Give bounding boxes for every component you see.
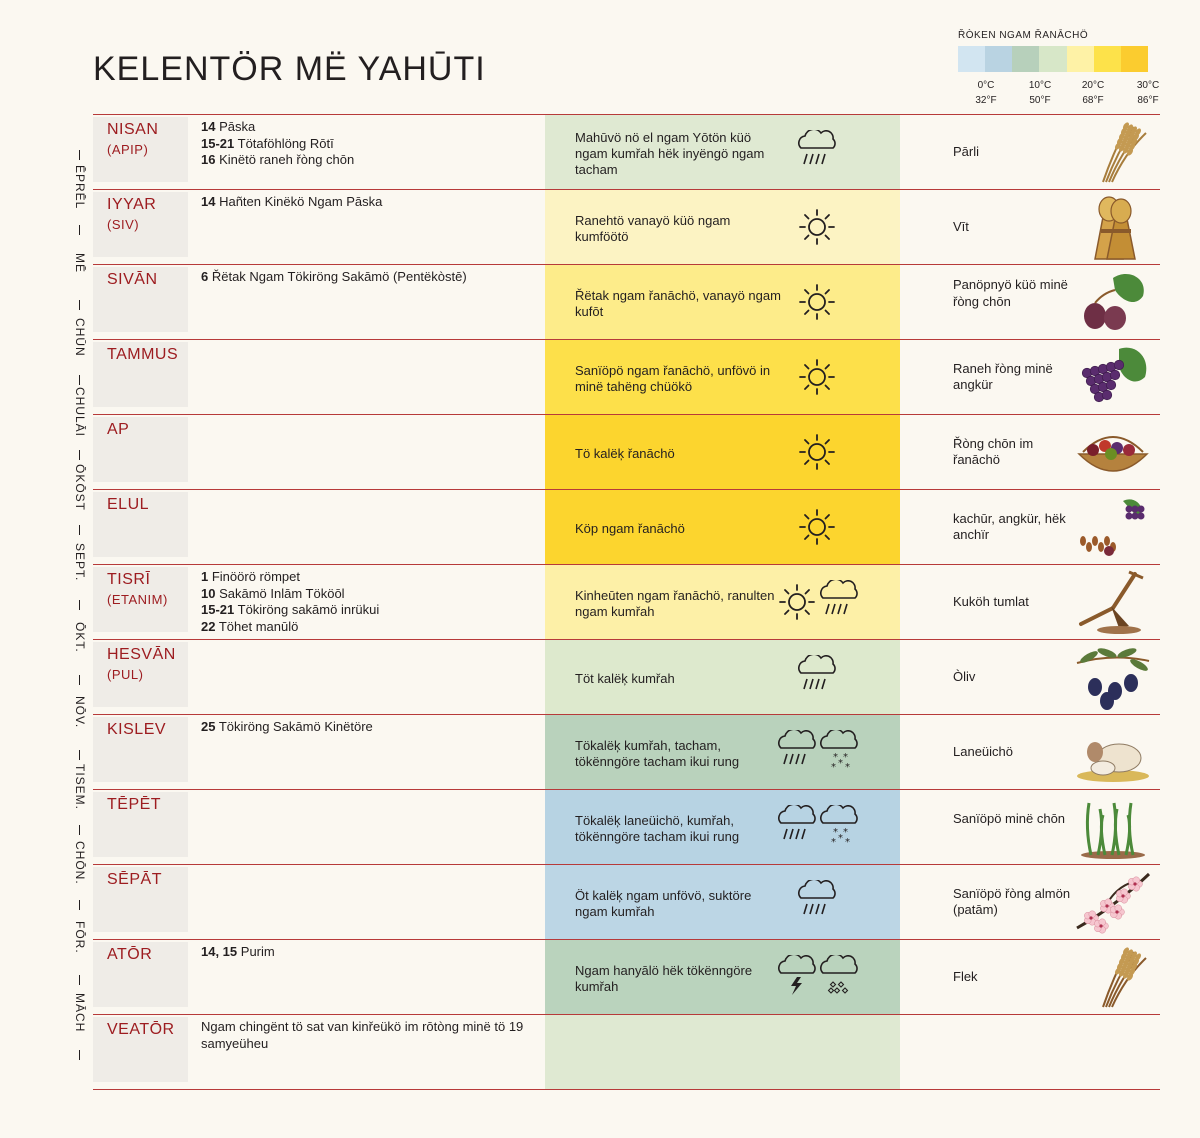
month-cell bbox=[93, 567, 188, 632]
weather-cell bbox=[545, 940, 900, 1014]
festival-text: Finöörö römpet bbox=[208, 569, 300, 584]
month-cell bbox=[93, 642, 188, 707]
month-row bbox=[93, 414, 1160, 489]
side-month-label: ŌKŌST bbox=[73, 463, 87, 511]
side-month-label: CHULĀI bbox=[73, 387, 87, 438]
legend-tick bbox=[1020, 78, 1060, 108]
festival-list bbox=[201, 269, 531, 286]
festival-day: 15-21 bbox=[201, 602, 235, 617]
weather-cell bbox=[545, 190, 900, 264]
festival-day: 15-21 bbox=[201, 135, 235, 151]
svg-text:*: * bbox=[833, 827, 838, 838]
weather-cell bbox=[545, 565, 900, 639]
legend-ticks bbox=[958, 72, 1160, 106]
weather-cell bbox=[545, 415, 900, 489]
month-cell bbox=[93, 492, 188, 557]
festival-day: 1 bbox=[201, 569, 209, 584]
legend-tick bbox=[1073, 78, 1113, 108]
festival-item bbox=[201, 194, 531, 211]
weather-description: Mahūvö nö el ngam Yōtön küö ngam kumřah hëk inyëngö ngam tacham bbox=[575, 130, 765, 177]
festival-text: Sakāmö Inlām Tököōl bbox=[215, 585, 345, 601]
month-name: TISRĪ bbox=[107, 571, 151, 588]
festival-item bbox=[201, 719, 531, 736]
fruit-basket-icon bbox=[1073, 418, 1153, 486]
festival-text: Hañten Kinëkö Ngam Pāska bbox=[215, 194, 383, 209]
legend-title: ŘÒKEN NGAM ŘANĀCHÖ bbox=[958, 30, 1089, 41]
olives-icon bbox=[1073, 643, 1153, 711]
month-cell bbox=[93, 942, 188, 1007]
side-divider bbox=[79, 150, 80, 160]
weather-description: Tökalëķ kumřah, tacham, tökënngöre tacham ikui rung bbox=[575, 738, 740, 769]
legend-color-bar bbox=[958, 46, 1148, 72]
month-name: TĒPĒT bbox=[107, 796, 162, 813]
crop-label: kachūr, angkür, hëk anchïr bbox=[953, 510, 1066, 542]
legend-swatch bbox=[985, 46, 1012, 72]
month-alt-name: (APIP) bbox=[107, 142, 149, 157]
side-divider bbox=[79, 975, 80, 985]
sun-icon bbox=[795, 505, 839, 554]
rain-cloud-icon bbox=[795, 655, 839, 704]
legend-tick-fahrenheit: 86°F bbox=[1137, 95, 1159, 106]
weather-description: Ngam hanyālö hëk tökënngöre kumřah bbox=[575, 963, 753, 994]
month-name: SIVĀN bbox=[107, 271, 158, 288]
legend-tick-celsius: 0°C bbox=[977, 80, 995, 91]
festival-day: 14 bbox=[201, 119, 216, 134]
crop-label: Flek bbox=[953, 968, 978, 984]
festival-list bbox=[201, 194, 531, 211]
sun-icon bbox=[795, 205, 839, 254]
barley-icon bbox=[1073, 118, 1153, 186]
svg-text:*: * bbox=[838, 758, 843, 769]
festival-text: Ngam chingënt tö sat van kinřeükö im rōtòng minë tö 19 samyeüheu bbox=[201, 1019, 524, 1051]
month-cell bbox=[93, 717, 188, 782]
festival-item bbox=[201, 152, 531, 169]
festival-text: Tötaföhlöng Rōtī bbox=[234, 135, 334, 151]
side-divider bbox=[79, 600, 80, 610]
month-cell bbox=[93, 267, 188, 332]
festival-item bbox=[201, 569, 531, 586]
wheat-sheaf-icon bbox=[1073, 193, 1153, 261]
legend-tick-fahrenheit: 50°F bbox=[1029, 95, 1051, 106]
side-month-label: SEPT. bbox=[73, 543, 87, 582]
sun-icon bbox=[795, 355, 839, 404]
side-divider bbox=[79, 375, 80, 385]
month-row bbox=[93, 939, 1160, 1014]
side-divider bbox=[79, 450, 80, 460]
legend-tick-celsius: 20°C bbox=[1081, 80, 1105, 91]
month-name: KISLEV bbox=[107, 721, 167, 738]
month-name: ELUL bbox=[107, 496, 150, 513]
side-divider bbox=[79, 825, 80, 835]
festival-item bbox=[201, 119, 531, 136]
festival-day: 25 bbox=[201, 719, 216, 734]
weather-description: Tökalëķ laneüichö, kumřah, tökënngöre tacham ikui rung bbox=[575, 813, 740, 844]
month-cell bbox=[93, 192, 188, 257]
month-row bbox=[93, 864, 1160, 939]
rain-cloud-icon bbox=[795, 880, 839, 929]
weather-cell bbox=[545, 640, 900, 714]
crop-label: Panöpnyö küö minë řòng chōn bbox=[953, 277, 1068, 309]
festival-list bbox=[201, 119, 531, 169]
side-divider bbox=[79, 1050, 80, 1060]
crop-label: Řòng chōn im řanāchö bbox=[953, 435, 1034, 467]
festival-list bbox=[201, 719, 531, 736]
month-row bbox=[93, 789, 1160, 864]
side-month-label: NŌV. bbox=[73, 696, 87, 729]
storm-cloud-icon bbox=[775, 955, 819, 1004]
flax-icon bbox=[1073, 943, 1153, 1011]
svg-text:*: * bbox=[838, 833, 843, 844]
sun-icon bbox=[775, 580, 819, 629]
festival-day: 14, 15 bbox=[201, 944, 238, 959]
crop-label: Pārli bbox=[953, 143, 980, 159]
sun-icon bbox=[795, 430, 839, 479]
side-month-label: MĀCH bbox=[73, 992, 87, 1033]
side-month-label: ĒPRĒL bbox=[73, 165, 87, 210]
calendar-table bbox=[93, 114, 1160, 1090]
festival-item bbox=[201, 619, 531, 636]
legend-swatch bbox=[1067, 46, 1094, 72]
crop-label: Vīt bbox=[953, 218, 969, 234]
almond-blossom-icon bbox=[1073, 868, 1153, 936]
weather-description: Töt kalëķ kumřah bbox=[575, 671, 675, 686]
sheep-icon bbox=[1073, 718, 1153, 786]
side-month-label: CHŌN. bbox=[73, 840, 87, 885]
month-name: AP bbox=[107, 421, 130, 438]
month-name: TAMMUS bbox=[107, 346, 179, 363]
festival-item bbox=[201, 944, 531, 961]
festival-text: Kinëtö raneh řòng chōn bbox=[215, 152, 355, 167]
festival-text: Tökiröng Sakāmö Kinëtöre bbox=[215, 719, 373, 734]
plough-icon bbox=[1073, 568, 1153, 636]
dates-grapes-icon bbox=[1073, 493, 1153, 561]
side-month-label: MĒ bbox=[73, 252, 87, 273]
festival-text: Tökiröng sakāmö inrükui bbox=[234, 602, 380, 617]
month-row bbox=[93, 714, 1160, 789]
festival-day: 14 bbox=[201, 194, 216, 209]
month-alt-name: (ETANIM) bbox=[107, 592, 168, 607]
month-row bbox=[93, 1014, 1160, 1090]
legend-tick-celsius: 30°C bbox=[1136, 80, 1160, 91]
festival-text: Purim bbox=[237, 944, 275, 959]
side-divider bbox=[79, 675, 80, 685]
figs-icon bbox=[1073, 268, 1153, 336]
hail-cloud-icon bbox=[817, 955, 861, 1004]
festival-list bbox=[201, 569, 531, 635]
page-title: KELENTÖR MË YAHŪTI bbox=[93, 50, 486, 88]
festival-text: Töhet manūlö bbox=[215, 618, 299, 634]
weather-cell bbox=[545, 115, 900, 189]
side-divider bbox=[79, 300, 80, 310]
weather-description: Řëtak ngam řanāchö, vanayö ngam kufōt bbox=[575, 288, 781, 319]
festival-list bbox=[201, 944, 531, 961]
weather-description: Ranehtö vanayö küö ngam kumföötö bbox=[575, 213, 731, 244]
month-cell bbox=[93, 417, 188, 482]
side-divider bbox=[79, 525, 80, 535]
month-row bbox=[93, 339, 1160, 414]
month-name: SĒPĀT bbox=[107, 871, 162, 888]
weather-description: Kinheūten ngam řanāchö, ranulten ngam kumřah bbox=[575, 588, 775, 619]
festival-item bbox=[201, 1019, 531, 1052]
svg-text:*: * bbox=[845, 762, 850, 773]
month-row bbox=[93, 264, 1160, 339]
crop-label: Sanïöpö řòng almön (patām) bbox=[953, 885, 1071, 917]
festival-item bbox=[201, 586, 531, 603]
crop-label: Laneüichö bbox=[953, 743, 1013, 759]
month-row bbox=[93, 564, 1160, 639]
festival-day: 6 bbox=[201, 269, 209, 284]
festival-item bbox=[201, 269, 531, 286]
grapes-icon bbox=[1073, 343, 1153, 411]
month-row bbox=[93, 189, 1160, 264]
svg-text:*: * bbox=[831, 837, 836, 848]
temperature-legend bbox=[958, 30, 1160, 106]
month-row bbox=[93, 114, 1160, 189]
side-month-label: CHŪN bbox=[73, 318, 87, 357]
month-name: ATŌR bbox=[107, 946, 153, 963]
legend-tick-fahrenheit: 32°F bbox=[975, 95, 997, 106]
month-row bbox=[93, 489, 1160, 564]
legend-swatch bbox=[1039, 46, 1066, 72]
weather-cell bbox=[545, 1015, 900, 1089]
crop-label: Sanïöpö minë chōn bbox=[953, 810, 1066, 826]
weather-description: Öt kalëķ ngam unfövö, suktöre ngam kumřah bbox=[575, 888, 752, 919]
legend-tick-fahrenheit: 68°F bbox=[1082, 95, 1104, 106]
month-alt-name: (SIV) bbox=[107, 217, 140, 232]
month-name: HESVĀN bbox=[107, 646, 176, 663]
month-name: IYYAR bbox=[107, 196, 157, 213]
weather-cell bbox=[545, 865, 900, 939]
legend-swatch bbox=[1094, 46, 1121, 72]
crop-label: Raneh řòng minë angkür bbox=[953, 360, 1053, 392]
weather-cell bbox=[545, 490, 900, 564]
weather-cell bbox=[545, 265, 900, 339]
month-name: VEATŌR bbox=[107, 1021, 175, 1038]
svg-text:*: * bbox=[833, 752, 838, 763]
rain-cloud-icon bbox=[775, 805, 819, 854]
weather-cell bbox=[545, 340, 900, 414]
month-cell bbox=[93, 117, 188, 182]
rain-cloud-icon bbox=[775, 730, 819, 779]
crop-label: Kuköh tumlat bbox=[953, 593, 1029, 609]
svg-text:*: * bbox=[843, 752, 848, 763]
festival-day: 22 bbox=[201, 618, 216, 634]
weather-description: Tö kalëķ řanāchö bbox=[575, 446, 675, 461]
festival-text: Pāska bbox=[215, 119, 256, 134]
month-name: NISAN bbox=[107, 121, 159, 138]
month-cell bbox=[93, 1017, 188, 1082]
svg-text:*: * bbox=[845, 837, 850, 848]
weather-cell bbox=[545, 715, 900, 789]
legend-swatch bbox=[1012, 46, 1039, 72]
weather-cell bbox=[545, 790, 900, 864]
festival-day: 16 bbox=[201, 152, 216, 167]
side-divider bbox=[79, 225, 80, 235]
side-month-label: ŌKT. bbox=[73, 622, 87, 653]
legend-swatch bbox=[1121, 46, 1148, 72]
month-cell bbox=[93, 867, 188, 932]
side-month-label: FŌR. bbox=[73, 921, 87, 954]
festival-list bbox=[201, 1019, 531, 1052]
legend-tick bbox=[966, 78, 1006, 108]
legend-tick-celsius: 10°C bbox=[1028, 80, 1052, 91]
weather-description: Sanïöpö ngam řanāchö, unfövö in minë tahëng chüökö bbox=[575, 363, 771, 394]
legend-swatch bbox=[958, 46, 985, 72]
snow-cloud-icon bbox=[817, 805, 861, 854]
side-divider bbox=[79, 900, 80, 910]
month-alt-name: (PUL) bbox=[107, 667, 144, 682]
festival-day: 10 bbox=[201, 585, 216, 601]
sun-icon bbox=[795, 280, 839, 329]
rain-cloud-icon bbox=[817, 580, 861, 629]
rain-cloud-icon bbox=[795, 130, 839, 179]
festival-text: Řëtak Ngam Tökiröng Sakāmö (Pentëkòstē) bbox=[208, 269, 467, 284]
crop-label: Òliv bbox=[953, 668, 976, 684]
svg-text:*: * bbox=[831, 762, 836, 773]
month-cell bbox=[93, 792, 188, 857]
weather-description: Köp ngam řanāchö bbox=[575, 521, 685, 536]
legend-tick bbox=[1128, 78, 1168, 108]
side-divider bbox=[79, 750, 80, 760]
sprouts-icon bbox=[1073, 793, 1153, 861]
side-month-label: TISEM. bbox=[73, 764, 87, 811]
month-row bbox=[93, 639, 1160, 714]
festival-item bbox=[201, 136, 531, 153]
svg-text:*: * bbox=[843, 827, 848, 838]
snow-cloud-icon bbox=[817, 730, 861, 779]
festival-item bbox=[201, 602, 531, 619]
month-cell bbox=[93, 342, 188, 407]
